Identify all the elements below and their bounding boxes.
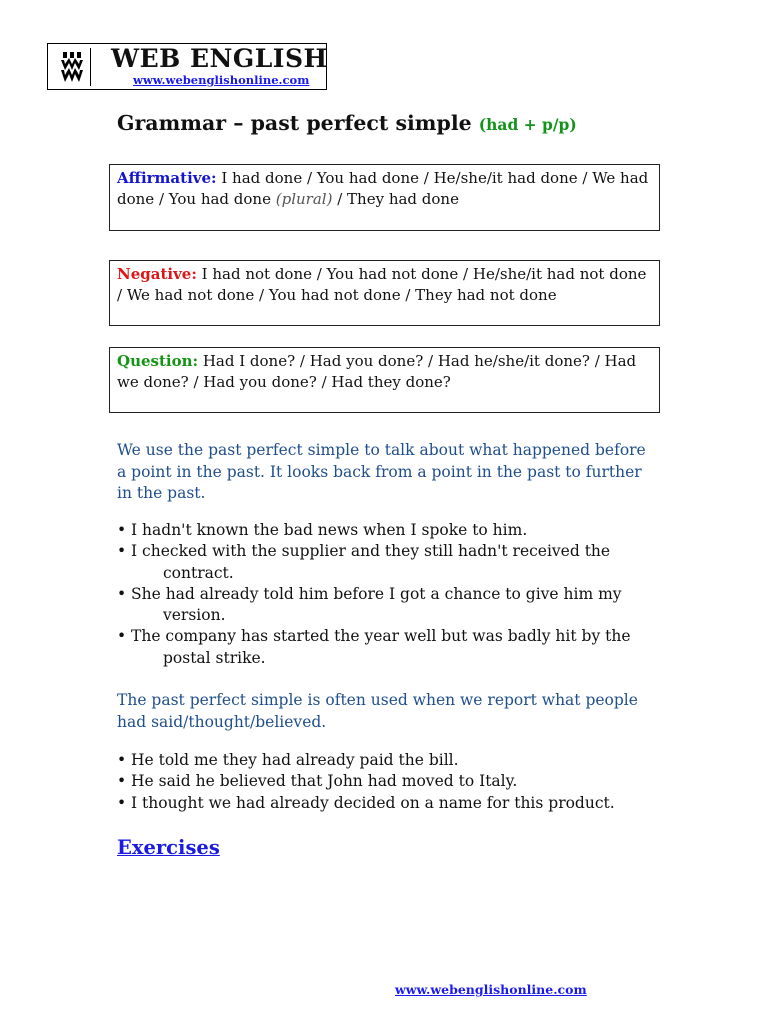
- page-title-main: Grammar – past perfect simple: [117, 111, 472, 135]
- negative-box: [109, 260, 660, 326]
- affirmative-text-2: / They had done: [337, 190, 459, 208]
- list-item: • He said he believed that John had moved to Italy.: [117, 771, 657, 792]
- negative-label: Negative:: [117, 265, 197, 283]
- page-title-formula: (had + p/p): [478, 115, 577, 134]
- footer-url-link[interactable]: www.webenglishonline.com: [395, 982, 587, 997]
- question-label: Question:: [117, 352, 199, 370]
- affirmative-note: (plural): [275, 190, 333, 208]
- example-list-2: [117, 750, 657, 814]
- negative-text: I had not done / You had not done / He/she/it had not done / We had not done / You had not done / They had not done: [117, 265, 647, 304]
- list-item: • I thought we had already decided on a name for this product.: [117, 793, 657, 814]
- list-item: • I hadn't known the bad news when I spoke to him.: [117, 520, 657, 541]
- affirmative-text-1: I had done / You had done / He/she/it had done / We had done / You had done: [117, 169, 649, 208]
- list-item: • He told me they had already paid the bill.: [117, 750, 657, 771]
- question-text: Had I done? / Had you done? / Had he/she/it done? / Had we done? / Had you done? / Had they done?: [117, 352, 637, 391]
- usage-paragraph-1: We use the past perfect simple to talk about what happened before a point in the past. It looks back from a point in the past to further in the past.: [117, 441, 646, 502]
- example-list-1: [117, 520, 657, 669]
- usage-paragraph-2: The past perfect simple is often used when we report what people had said/thought/believed.: [117, 691, 638, 731]
- list-item: • I checked with the supplier and they still hadn't received the contract.: [117, 541, 657, 584]
- list-item: • The company has started the year well but was badly hit by the postal strike.: [117, 626, 657, 669]
- affirmative-box: [109, 164, 660, 231]
- logo-url-link[interactable]: www.webenglishonline.com: [133, 73, 310, 87]
- list-item: • She had already told him before I got a chance to give him my version.: [117, 584, 657, 627]
- logo-title: WEB ENGLISH: [111, 44, 328, 73]
- question-box: [109, 347, 660, 413]
- page-title: [117, 111, 577, 135]
- ww-logo-icon: [55, 48, 91, 86]
- exercises-link[interactable]: Exercises: [117, 836, 220, 859]
- affirmative-label: Affirmative:: [117, 169, 217, 187]
- header-logo: [47, 43, 327, 90]
